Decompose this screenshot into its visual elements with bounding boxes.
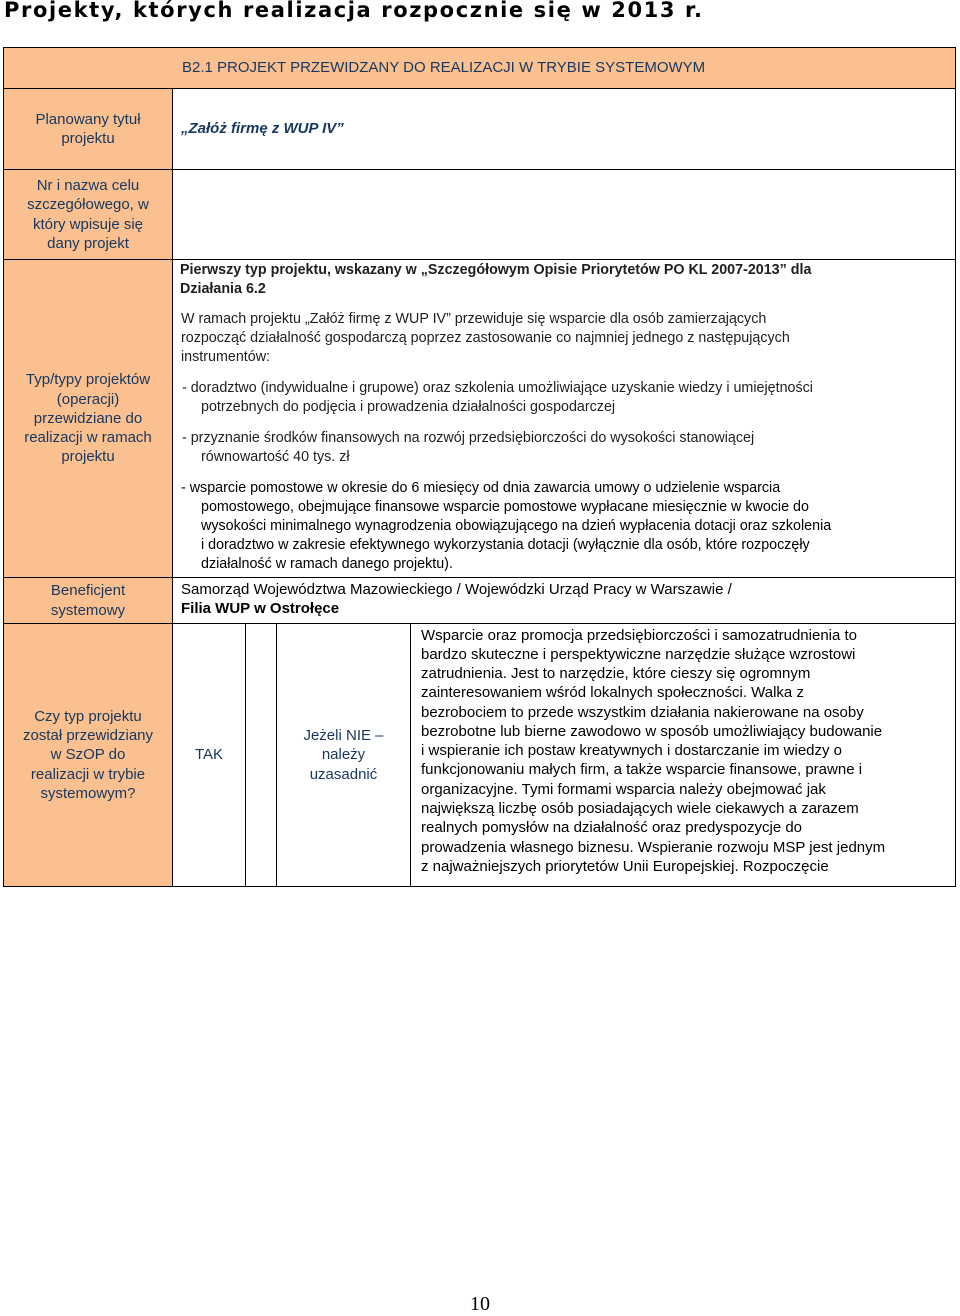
row-divider [3,169,956,170]
label-column-divider [172,88,173,887]
page-number: 10 [470,1293,490,1315]
justification-line: funkcjonowaniu małych firm, a także wsparcie finansowe, prawne i [421,761,863,778]
row-divider [3,259,956,260]
justification-line: z najważniejszych priorytetów Unii Europejskiej. Rozpoczęcie [421,858,829,875]
types-line: Pierwszy typ projektu, wskazany w „Szczegółowym Opisie Priorytetów PO KL 2007-2013” dla [180,262,812,278]
section-header: B2.1 PROJEKT PRZEWIDZANY DO REALIZACJI W TRYBIE SYSTEMOWYM [182,59,706,76]
if-no-label: Jeżeli NIE – należy uzasadnić [303,727,384,783]
types-line: potrzebnych do podjęcia i prowadzenia działalności gospodarczej [201,399,616,415]
types-line: pomostowego, obejmujące finansowe wsparcie pomostowe wypłacane miesięcznie w kwocie do [201,499,809,515]
types-line: - przyznanie środków finansowych na rozwój przedsiębiorczości do wysokości stanowiącej [182,430,755,446]
label-objective: Nr i nazwa celu szczegółowego, w który wpisuje się dany projekt [4,170,172,259]
label-systemic: Czy typ projektu został przewidziany w SzOP do realizacji w trybie systemowym? [4,624,172,886]
types-line: rozpocząć działalność gospodarczą poprzez zastosowanie co najmniej jednego z następujących [181,330,790,346]
types-line: i doradztwo w zakresie efektywnego wykorzystania dotacji (wyłącznie dla osób, które rozpoczęły [201,537,810,553]
label-types: Typ/typy projektów (operacji) przewidziane do realizacji w ramach projektu [4,260,172,577]
label-title: Planowany tytuł projektu [4,89,172,169]
yes-answer: TAK [194,746,224,764]
project-title-value: „Załóż firmę z WUP IV” [181,120,344,137]
section-header-cell [4,48,956,88]
types-line: - wsparcie pomostowe w okresie do 6 miesięcy od dnia zawarcia umowy o udzielenie wsparcia [181,480,781,496]
answer-divider [276,624,277,887]
types-line: instrumentów: [181,349,270,365]
justification-line: prowadzenia własnego biznesu. Wspieranie rozwoju MSP jest jednym [421,839,886,856]
types-line: W ramach projektu „Załóż firmę z WUP IV” przewiduje się wsparcie dla osób zamierzających [181,311,767,327]
types-line: równowartość 40 tys. zł [201,449,350,465]
types-line: - doradztwo (indywidualne i grupowe) oraz szkolenia umożliwiające uzyskanie wiedzy i umiejętności [182,380,813,396]
answer-divider [410,624,411,887]
justification-line: zatrudnienia. Jest to narzędzie, które cieszy się ogromnym [421,665,811,682]
page-heading: Projekty, których realizacja rozpocznie się w 2013 r. [4,0,704,22]
justification-line: organizacyjne. Tymi formami wsparcia należy obejmować jak [421,781,826,798]
types-line: działalność w ramach danego projektu). [201,556,453,572]
justification-line: największą liczbę osób posiadających wiele ciekawych a zarazem [421,800,859,817]
justification-line: bezrobociem to przede wszystkim działania nakierowane na osoby [421,704,864,721]
justification-line: i wspieranie ich postaw kreatywnych i dostarczanie im wiedzy o [421,742,843,759]
row-divider [3,88,956,89]
justification-line: bardzo skuteczne i perspektywiczne narzędzie służące wzrostowi [421,646,856,663]
table-border-bottom [3,886,956,887]
label-beneficiary: Beneficjent systemowy [4,578,172,623]
table-border-top [3,47,956,48]
justification-line: zainteresowaniem wśród lokalnych społeczności. Walka z [421,684,804,701]
justification-line: realnych pomysłów na działalność oraz predyspozycje do [421,819,803,836]
answer-divider [245,624,246,887]
types-line: Działania 6.2 [180,281,266,297]
table-border-right [955,47,956,887]
beneficiary-line: Filia WUP w Ostrołęce [181,600,340,617]
row-divider [3,623,956,624]
justification-line: Wsparcie oraz promocja przedsiębiorczości i samozatrudnienia to [421,627,858,644]
table-border-left [3,47,4,887]
types-line: wysokości minimalnego wynagrodzenia obowiązującego na dzień wypłacenia dotacji oraz szkolenia [201,518,832,534]
beneficiary-line: Samorząd Województwa Mazowieckiego / Wojewódzki Urząd Pracy w Warszawie / [181,581,732,598]
justification-line: bezrobotne lub bierne zawodowo w sposób umożliwiający budowanie [421,723,883,740]
row-divider [3,577,956,578]
